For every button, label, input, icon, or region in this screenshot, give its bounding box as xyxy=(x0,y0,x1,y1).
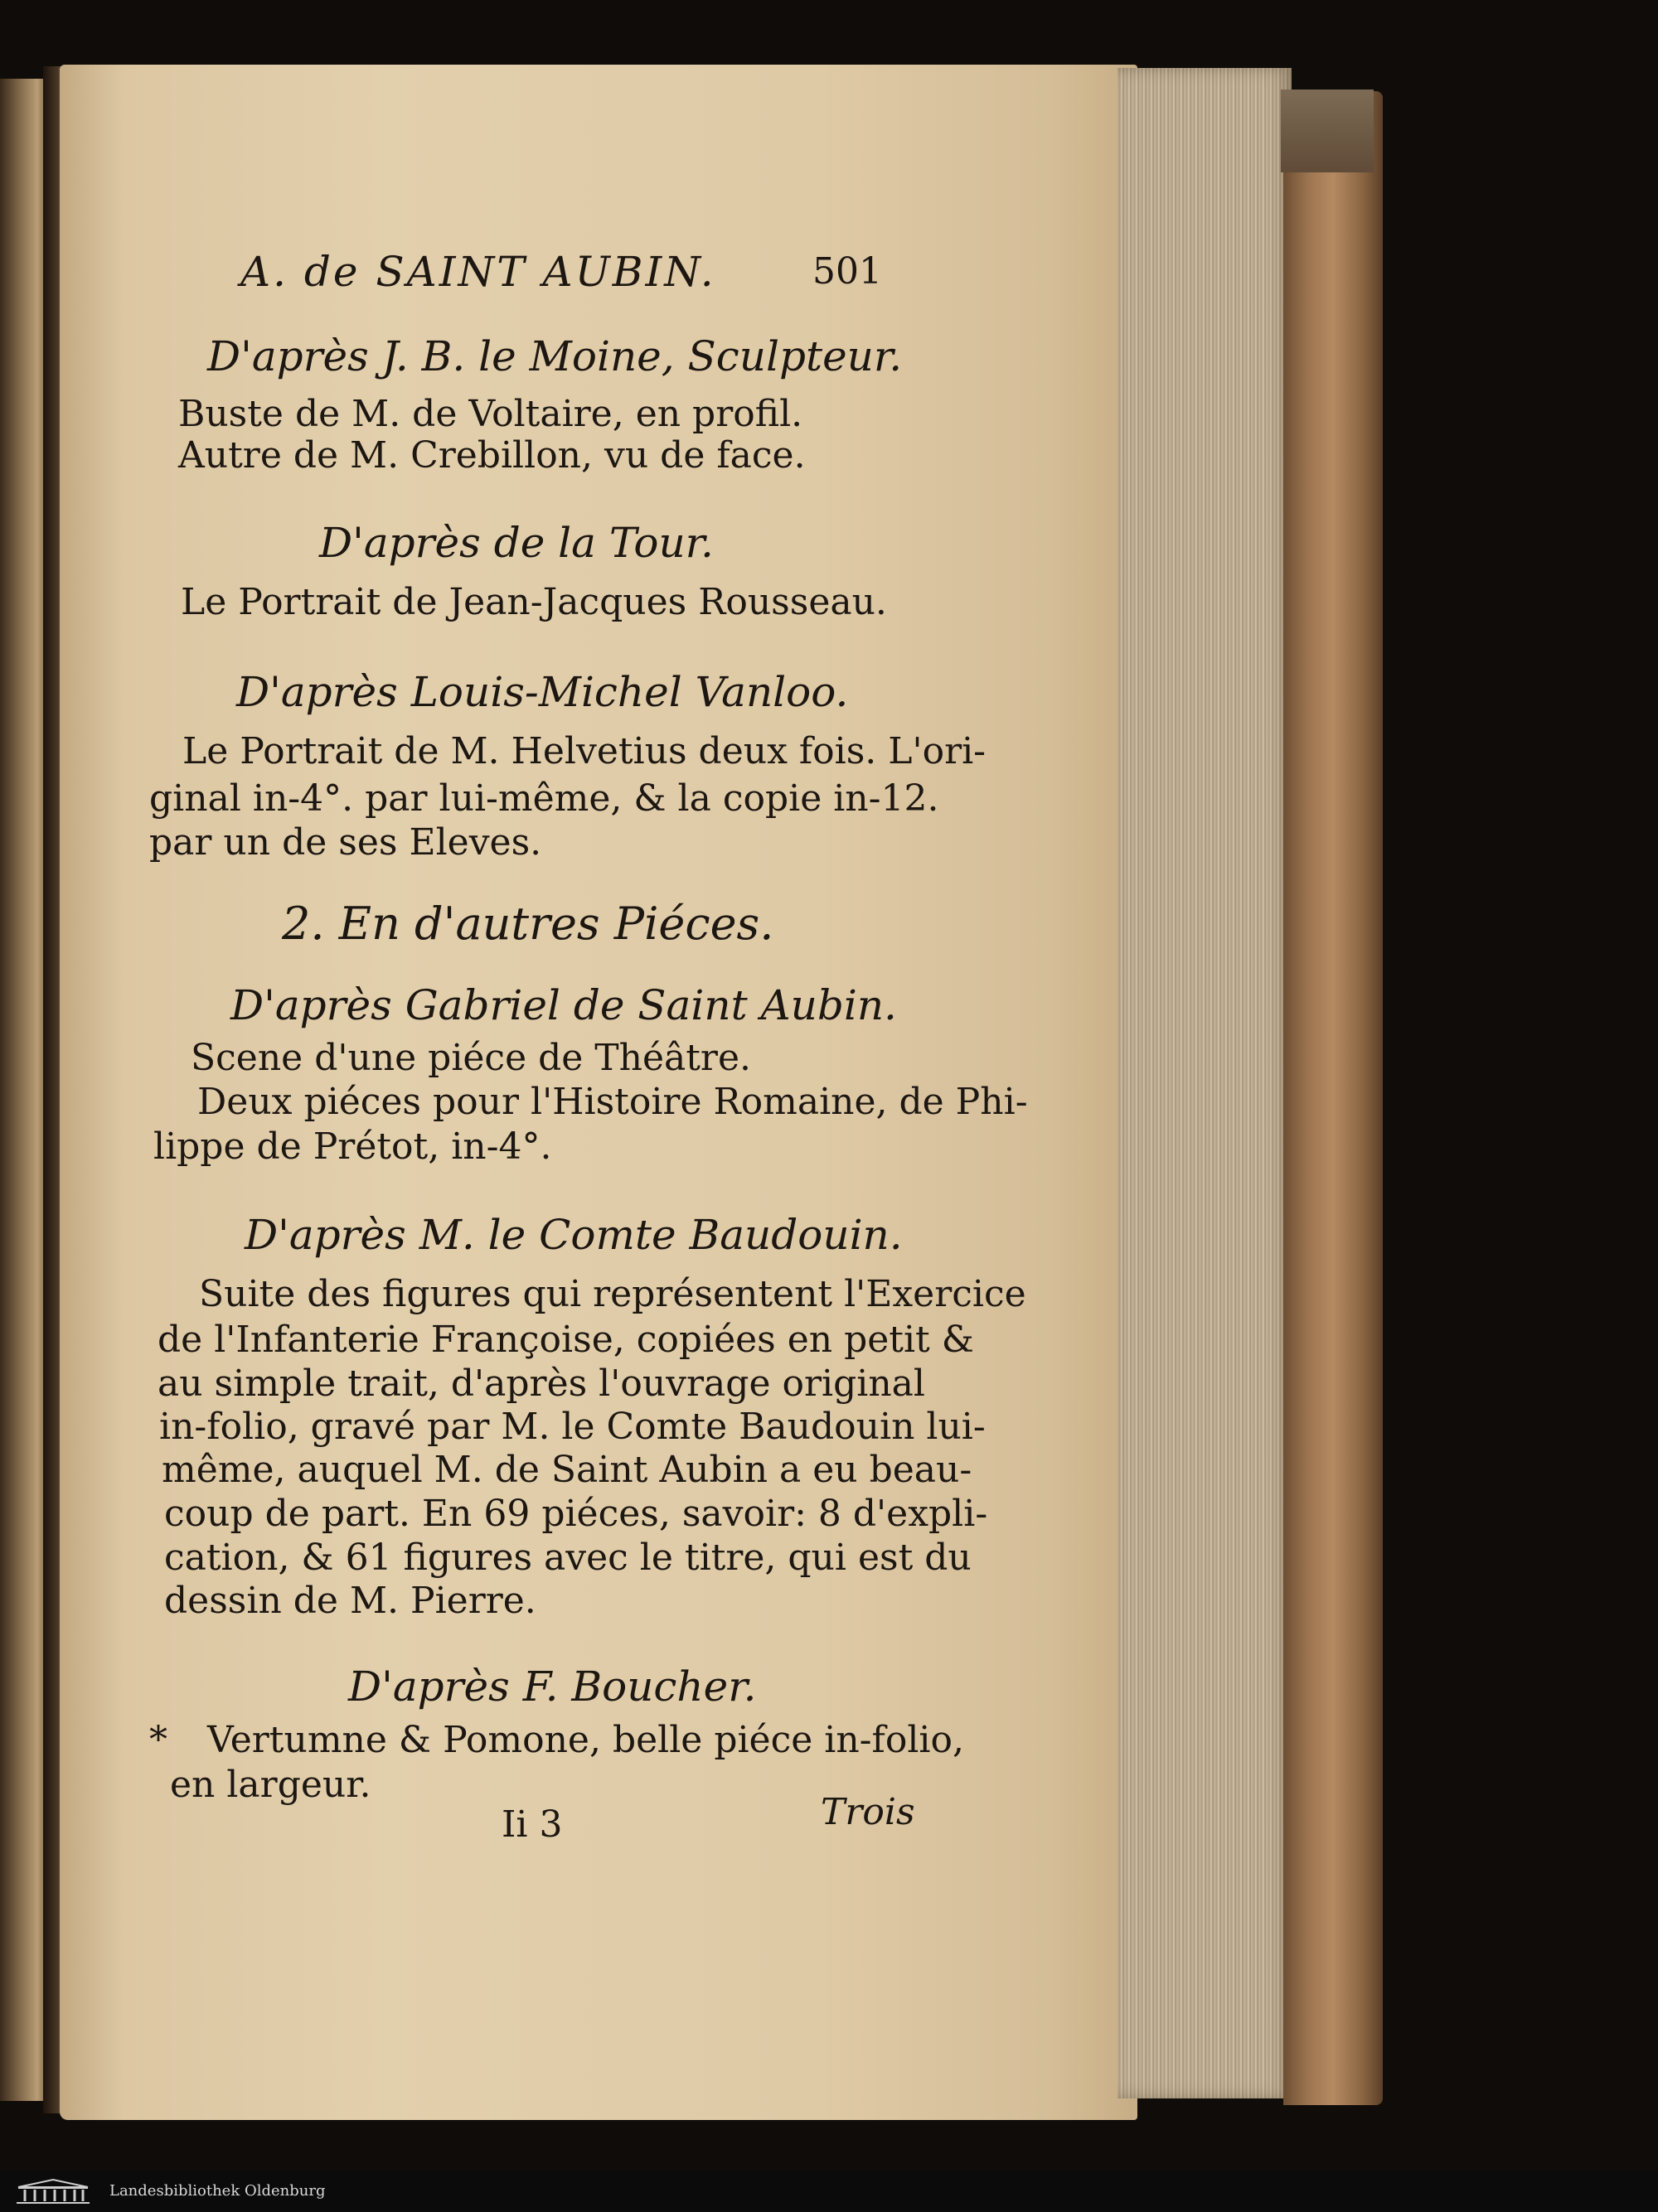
text-line: Vertumne & Pomone, belle piéce in-folio, xyxy=(207,1719,964,1761)
part-heading: 2. En d'autres Piéces. xyxy=(282,898,774,950)
asterisk-mark: * xyxy=(149,1719,167,1761)
text-line: en largeur. xyxy=(170,1764,371,1806)
section-heading: D'après de la Tour. xyxy=(319,519,714,567)
text-line: de l'Infanterie Françoise, copiées en petit & xyxy=(158,1319,974,1361)
catchword: Trois xyxy=(821,1791,915,1833)
text-line: Deux piéces pour l'Histoire Romaine, de Phi- xyxy=(197,1081,1028,1123)
section-heading: D'après M. le Comte Baudouin. xyxy=(245,1211,903,1259)
text-line: même, auquel M. de Saint Aubin a eu beau- xyxy=(162,1449,972,1491)
text-line: Buste de M. de Voltaire, en profil. xyxy=(178,393,803,435)
section-heading: D'après F. Boucher. xyxy=(348,1663,757,1711)
page-number: 501 xyxy=(812,250,882,293)
text-line: Autre de M. Crebillon, vu de face. xyxy=(178,434,806,477)
text-line: par un de ses Eleves. xyxy=(149,821,542,864)
text-line: dessin de M. Pierre. xyxy=(164,1580,536,1622)
running-title: A. de SAINT AUBIN. xyxy=(240,248,716,296)
section-heading: D'après Gabriel de Saint Aubin. xyxy=(230,981,897,1029)
text-line: coup de part. En 69 piéces, savoir: 8 d'expli- xyxy=(164,1493,988,1535)
library-name: Landesbibliothek Oldenburg xyxy=(109,2182,326,2200)
text-line: Suite des figures qui représentent l'Exercice xyxy=(199,1273,1026,1315)
text-line: Le Portrait de M. Helvetius deux fois. L'ori- xyxy=(182,730,987,772)
text-line: Le Portrait de Jean-Jacques Rousseau. xyxy=(181,581,887,623)
text-line: Scene d'une piéce de Théâtre. xyxy=(191,1037,751,1079)
text-line: ginal in-4°. par lui-même, & la copie in-12. xyxy=(149,777,939,820)
text-line: in-folio, gravé par M. le Comte Baudouin lui- xyxy=(159,1406,986,1448)
library-building-logo xyxy=(12,2177,95,2205)
text-line: lippe de Prétot, in-4°. xyxy=(153,1125,552,1168)
section-heading: D'après J. B. le Moine, Sculpteur. xyxy=(207,332,903,380)
text-line: au simple trait, d'après l'ouvrage original xyxy=(158,1363,925,1405)
section-heading: D'après Louis-Michel Vanloo. xyxy=(236,668,849,716)
signature-mark: Ii 3 xyxy=(502,1803,563,1846)
text-line: cation, & 61 figures avec le titre, qui est du xyxy=(164,1537,972,1579)
